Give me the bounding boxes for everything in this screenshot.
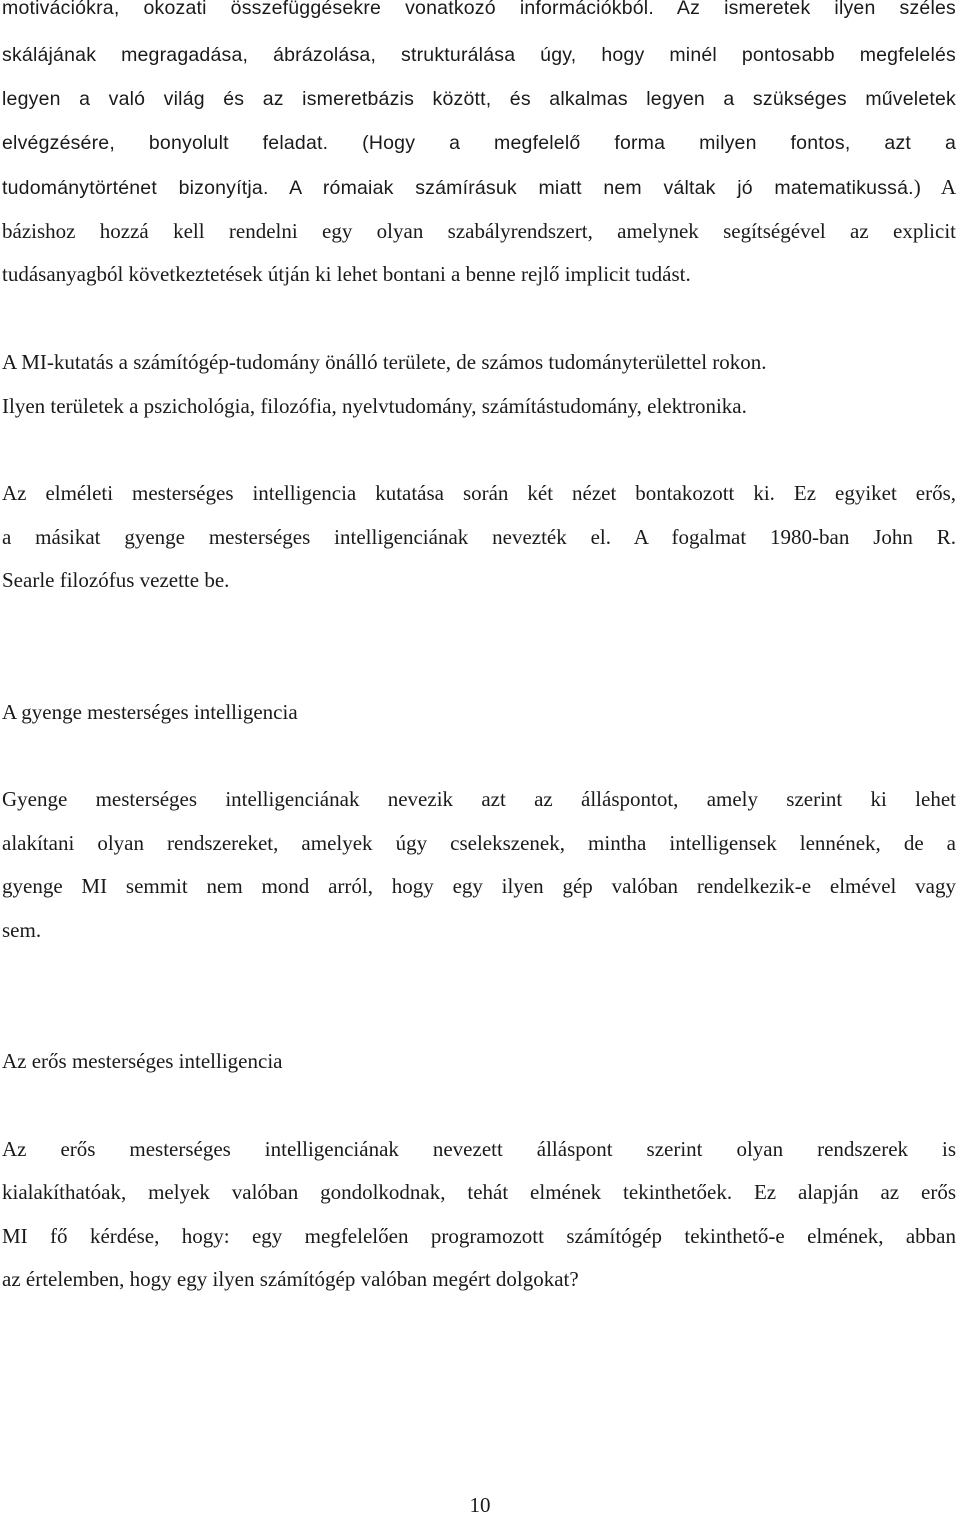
paragraph-1-line-2: skálájának megragadása, ábrázolása, strukturálása úgy, hogy minél pontosabb megfelelés (2, 44, 956, 66)
text-run: motivációkra, okozati összefüggésekre vonatkozó információkból. (2, 0, 654, 19)
weak-ai-line-2: alakítani olyan rendszereket, amelyek úgy cselekszenek, mintha intelligensek lennének, de a (2, 831, 956, 855)
text-run: Az ismeretek ilyen széles (653, 0, 956, 19)
strong-ai-line-2: kialakíthatóak, melyek valóban gondolkodnak, tehát elmének tekinthetőek. Ez alapján az erős (2, 1180, 956, 1204)
paragraph-1-line-6: bázishoz hozzá kell rendelni egy olyan szabályrendszert, amelynek segítségével az explicit (2, 219, 956, 243)
paragraph-1-line-5 (2, 172, 956, 202)
paragraph-1-line-1 (2, 0, 956, 22)
text-run: tudománytörténet bizonyítja. A rómaiak számírásuk miatt nem váltak jó matematikussá. (2, 177, 914, 199)
text-run: ) A (913, 175, 957, 199)
paragraph-3-line-2: a másikat gyenge mesterséges intelligenciának nevezték el. A fogalmat 1980-ban John R. (2, 525, 956, 549)
section-heading-weak-ai: A gyenge mesterséges intelligencia (2, 700, 298, 724)
weak-ai-line-4: sem. (2, 918, 42, 942)
paragraph-1-line-3: legyen a való világ és az ismeretbázis között, és alkalmas legyen a szükséges műveletek (2, 88, 956, 110)
paragraph-2-line-2: Ilyen területek a pszichológia, filozófia, nyelvtudomány, számítástudomány, elektronika. (2, 394, 747, 418)
paragraph-2-line-1: A MI-kutatás a számítógép-tudomány önálló területe, de számos tudományterülettel rokon. (2, 350, 767, 374)
page-number: 10 (469, 1493, 491, 1517)
strong-ai-line-3: MI fő kérdése, hogy: egy megfelelően programozott számítógép tekinthető-e elmének, abban (2, 1224, 956, 1248)
strong-ai-line-4: az értelemben, hogy egy ilyen számítógép valóban megért dolgokat? (2, 1267, 579, 1291)
strong-ai-line-1: Az erős mesterséges intelligenciának nevezett álláspont szerint olyan rendszerek is (2, 1137, 956, 1161)
paragraph-3-line-3: Searle filozófus vezette be. (2, 568, 230, 592)
paragraph-1-line-7: tudásanyagból következtetések útján ki lehet bontani a benne rejlő implicit tudást. (2, 262, 691, 286)
section-heading-strong-ai: Az erős mesterséges intelligencia (2, 1049, 283, 1073)
paragraph-1-line-4: elvégzésére, bonyolult feladat. (Hogy a megfelelő forma milyen fontos, azt a (2, 132, 956, 154)
paragraph-3-line-1: Az elméleti mesterséges intelligencia kutatása során két nézet bontakozott ki. Ez egyiket erős, (2, 481, 956, 505)
weak-ai-line-1: Gyenge mesterséges intelligenciának nevezik azt az álláspontot, amely szerint ki lehet (2, 787, 956, 811)
weak-ai-line-3: gyenge MI semmit nem mond arról, hogy egy ilyen gép valóban rendelkezik-e elmével vagy (2, 874, 956, 898)
